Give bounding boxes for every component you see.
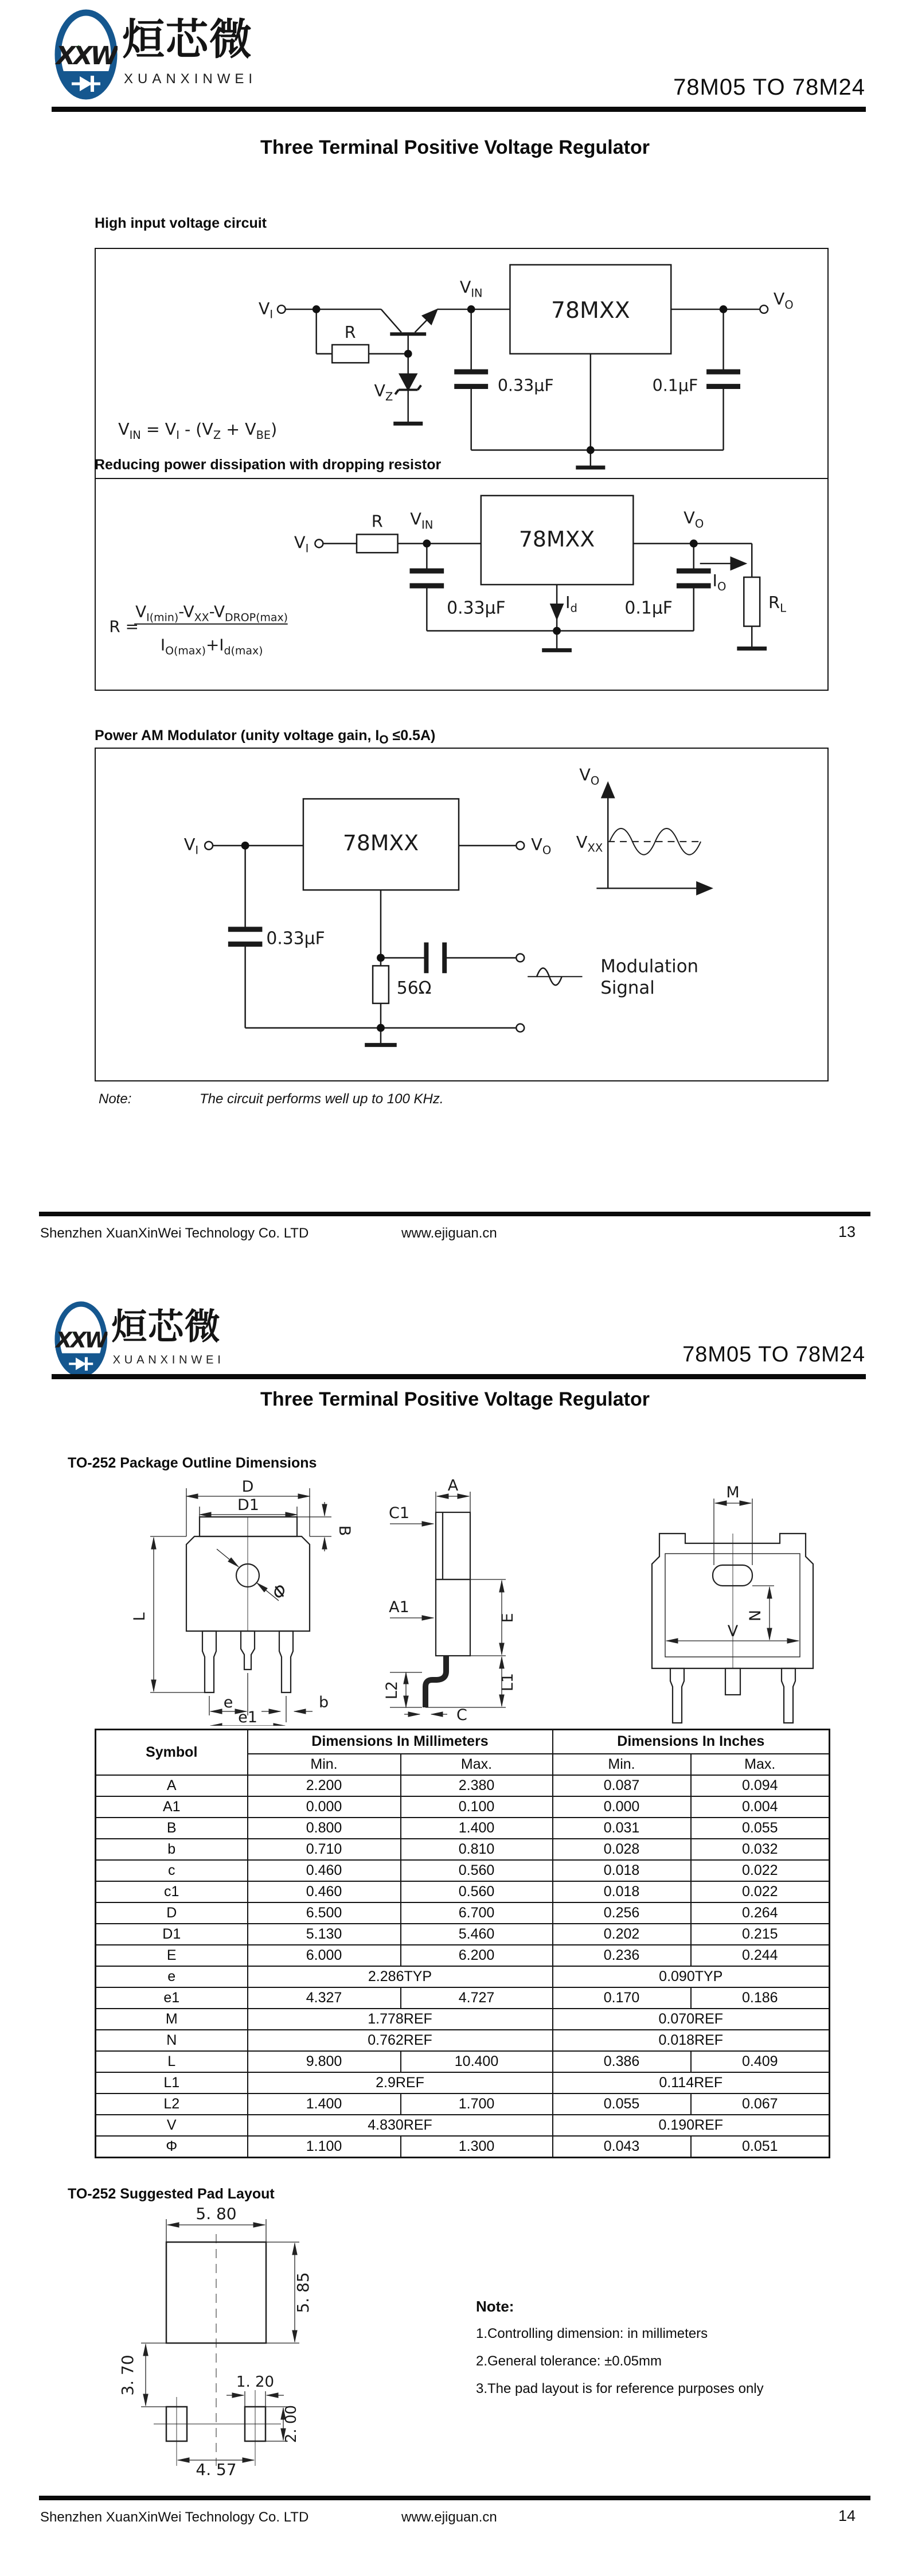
footer-company: Shenzhen XuanXinWei Technology Co. LTD (40, 1225, 309, 1241)
pad-notes (476, 2298, 764, 2408)
resistor-56ohm (373, 966, 389, 1003)
page-title: Three Terminal Positive Voltage Regulator (260, 1388, 650, 1410)
dimension-cell: 0.236 (553, 1945, 691, 1966)
body-profile (436, 1579, 470, 1656)
dimension-cell: 0.000 (248, 1796, 401, 1818)
dimension-cell: 0.244 (691, 1945, 830, 1966)
dimension-cell: 0.202 (553, 1924, 691, 1945)
dimension-cell: 0.114REF (553, 2072, 830, 2094)
dimension-cell: 2.286TYP (248, 1966, 553, 1987)
chip-label: 78MXX (342, 830, 419, 855)
dimension-row (96, 1796, 830, 1818)
dimensions-table (95, 1729, 830, 2158)
header-rule (52, 1374, 866, 1379)
dimension-cell: 0.560 (401, 1860, 553, 1881)
modulation-label-line2: Signal (600, 978, 655, 999)
note-label: Note: (99, 1091, 132, 1107)
logo-letters: XXW (56, 41, 116, 71)
dimension-cell: 0.710 (248, 1839, 401, 1860)
lead-right (782, 1668, 795, 1723)
dimension-row (96, 2072, 830, 2094)
cout-label: 0.1µF (624, 598, 673, 618)
vo-label: $V_O$ (773, 290, 794, 312)
company-logo-icon (54, 1301, 107, 1378)
dim-L2-label: L2 (383, 1680, 401, 1700)
dimension-cell: M (96, 2009, 248, 2030)
footer-website: www.ejiguan.cn (401, 1225, 497, 1241)
capacitor-input-icon (409, 571, 444, 586)
to252-outline-drawing (69, 1479, 872, 1726)
input-terminal (278, 305, 286, 313)
io-label: $I_O$ (712, 570, 727, 593)
col-header-inch: Dimensions In Inches (553, 1730, 830, 1754)
dimension-cell: 0.460 (248, 1881, 401, 1902)
note-text: The circuit performs well up to 100 KHz. (200, 1091, 444, 1107)
header-rule (52, 107, 866, 112)
dimension-row (96, 1924, 830, 1945)
dimension-cell: 4.727 (401, 1987, 553, 2009)
dimension-cell: 0.018 (553, 1881, 691, 1902)
logo-chinese-name: 烜芯微 (111, 1306, 221, 1347)
dimension-cell: A (96, 1775, 248, 1796)
dimension-cell: 0.094 (691, 1775, 830, 1796)
part-range: 78M05 TO 78M24 (673, 75, 865, 100)
dimension-row (96, 2030, 830, 2051)
dimension-cell: b (96, 1839, 248, 1860)
cin-label: 0.33µF (497, 376, 554, 395)
dimension-cell: 1.400 (401, 1818, 553, 1839)
dimension-cell: 0.018REF (553, 2030, 830, 2051)
logo-chinese-name: 烜芯微 (122, 15, 253, 63)
circuit3-frame (95, 748, 829, 1081)
vxx-label: $V_{XX}$ (576, 832, 603, 855)
col-header-symbol: Symbol (96, 1730, 248, 1775)
res-label: 56Ω (396, 978, 432, 999)
dimension-cell: 0.100 (401, 1796, 553, 1818)
dimension-cell: L1 (96, 2072, 248, 2094)
small-pad-height-label: 2. 00 (283, 2404, 300, 2443)
logo-latin-name: XUANXINWEI (112, 1353, 225, 1367)
section2-heading: Reducing power dissipation with dropping resistor (95, 457, 442, 473)
page-title: Three Terminal Positive Voltage Regulator (260, 137, 650, 158)
notes-label: Note: (476, 2298, 514, 2315)
dimension-lines (666, 1499, 799, 1641)
dimension-cell: 0.256 (553, 1902, 691, 1924)
dimension-row (96, 1902, 830, 1924)
lead-left (202, 1631, 216, 1692)
pad-layout-heading: TO-252 Suggested Pad Layout (68, 2186, 275, 2202)
vo-axis-label: $V_O$ (579, 765, 600, 788)
col-header-mm-min: Min. (248, 1754, 401, 1775)
dimension-row (96, 2051, 830, 2072)
pad-offset-label: 3. 70 (118, 2355, 137, 2396)
dimension-cell: A1 (96, 1796, 248, 1818)
dimension-cell: 0.170 (553, 1987, 691, 2009)
dimension-row (96, 2115, 830, 2136)
col-header-mm-max: Max. (401, 1754, 553, 1775)
dim-e1-label: e1 (238, 1709, 257, 1726)
lead-center (241, 1631, 255, 1670)
dimension-cell: 0.560 (401, 1881, 553, 1902)
company-logo (54, 1301, 257, 1378)
dimension-cell: 0.000 (553, 1796, 691, 1818)
dimension-row (96, 1966, 830, 1987)
vo-label: $V_O$ (531, 834, 552, 857)
dimension-cell: 0.409 (691, 2051, 830, 2072)
dimension-cell: 10.400 (401, 2051, 553, 2072)
capacitor-input-icon (454, 372, 488, 387)
outline-heading: TO-252 Package Outline Dimensions (68, 1455, 317, 1471)
input-terminal (205, 842, 213, 850)
dim-C-label: C (456, 1706, 467, 1724)
section3-heading: Power AM Modulator (unity voltage gain, $I_O \le 0.5A$) (95, 727, 436, 746)
dim-E-label: E (499, 1613, 517, 1623)
output-terminal (516, 842, 524, 850)
dimension-row (96, 2009, 830, 2030)
rl-label: $R_L$ (768, 592, 787, 615)
page-2 (0, 1285, 910, 2576)
dimension-cell: c1 (96, 1881, 248, 1902)
dimension-cell: 9.800 (248, 2051, 401, 2072)
circuit2-frame (95, 478, 829, 691)
dropping-resistor-circuit-diagram (96, 479, 827, 687)
lead-center (725, 1668, 740, 1695)
cout-label: 0.1µF (652, 376, 698, 395)
dimension-cell: c (96, 1860, 248, 1881)
dimension-cell: 2.200 (248, 1775, 401, 1796)
dim-D1-label: D1 (237, 1496, 259, 1514)
formula-denominator: $I_{O(max)}+I_{d(max)}$ (160, 635, 263, 657)
dimension-cell: B (96, 1818, 248, 1839)
input-terminal (315, 539, 323, 547)
dimension-cell: 1.700 (401, 2094, 553, 2115)
tab-profile (436, 1512, 470, 1579)
footer-rule (39, 1212, 870, 1216)
dimension-cell: 1.778REF (248, 2009, 553, 2030)
r-label: R (344, 323, 356, 343)
col-header-mm: Dimensions In Millimeters (248, 1730, 553, 1754)
dimension-cell: 0.055 (691, 1818, 830, 1839)
resistor-r (332, 345, 369, 363)
waveform-graph (596, 784, 710, 889)
dimension-row (96, 1775, 830, 1796)
page-number: 13 (838, 1223, 856, 1240)
dimension-cell: 0.032 (691, 1839, 830, 1860)
dimension-cell: 1.400 (248, 2094, 401, 2115)
dimension-cell: L2 (96, 2094, 248, 2115)
logo-latin-name: XUANXINWEI (124, 71, 257, 87)
cap-label: 0.33µF (266, 928, 325, 949)
dimension-cell: 2.9REF (248, 2072, 553, 2094)
dimension-cell: 1.300 (401, 2136, 553, 2158)
dimension-cell: 6.200 (401, 1945, 553, 1966)
dim-L1-label: L1 (499, 1672, 517, 1692)
company-logo-icon (54, 9, 118, 100)
dim-e-label: e (223, 1694, 233, 1711)
dimension-cell: 0.087 (553, 1775, 691, 1796)
dimension-cell: 0.800 (248, 1818, 401, 1839)
pad-width-label: 5. 80 (196, 2208, 237, 2223)
dimension-cell: 0.460 (248, 1860, 401, 1881)
part-range: 78M05 TO 78M24 (682, 1343, 865, 1367)
inner-outline (665, 1554, 800, 1657)
power-am-modulator-circuit-diagram (96, 749, 827, 1078)
r-label: R (371, 511, 383, 531)
dimension-row (96, 1860, 830, 1881)
small-pad-width-label: 1. 20 (236, 2373, 275, 2391)
dimension-cell: 2.380 (401, 1775, 553, 1796)
modulation-terminal (516, 954, 524, 962)
vo-label: $V_O$ (684, 508, 704, 531)
dim-C1-label: C1 (388, 1504, 410, 1522)
slot-outline (713, 1565, 752, 1586)
formula-prefix: R = (109, 617, 139, 636)
coupling-capacitor-icon (426, 943, 444, 974)
dimension-cell: 0.004 (691, 1796, 830, 1818)
dimension-cell: 4.830REF (248, 2115, 553, 2136)
dimension-cell: 0.055 (553, 2094, 691, 2115)
resistor-r (357, 534, 398, 552)
chip-label: 78MXX (551, 297, 630, 324)
col-header-in-max: Max. (691, 1754, 830, 1775)
dimension-cell: 0.051 (691, 2136, 830, 2158)
back-view (652, 1484, 813, 1723)
lead-right (279, 1631, 293, 1692)
circuit1-formula: $V_{IN} = V_I - (V_Z + V_{BE})$ (118, 420, 278, 442)
dimension-cell: L (96, 2051, 248, 2072)
pad-pitch-label: 4. 57 (196, 2460, 237, 2477)
dimension-cell: D1 (96, 1924, 248, 1945)
dimension-cell: 0.090TYP (553, 1966, 830, 1987)
formula-numerator: $V_{I(min)}-V_{XX}-V_{DROP(max)}$ (135, 602, 288, 624)
pad-layout-drawing (86, 2208, 442, 2477)
chip-label: 78MXX (518, 526, 595, 552)
dimension-cell: Φ (96, 2136, 248, 2158)
dim-N-label: N (747, 1609, 764, 1622)
dimension-cell: 0.186 (691, 1987, 830, 2009)
dimension-cell: 0.028 (553, 1839, 691, 1860)
dimension-cell: 0.762REF (248, 2030, 553, 2051)
dimension-cell: 0.190REF (553, 2115, 830, 2136)
dim-A1-label: A1 (389, 1598, 409, 1616)
ground-terminal (516, 1024, 524, 1032)
dim-phi-label: Φ (268, 1580, 292, 1604)
dimension-cell: 0.264 (691, 1902, 830, 1924)
vin-label: $V_{IN}$ (410, 509, 433, 532)
dim-V-label: V (727, 1622, 739, 1640)
dimension-cell: 0.215 (691, 1924, 830, 1945)
vi-label: $V_I$ (258, 299, 274, 321)
dimension-cell: 5.460 (401, 1924, 553, 1945)
dimension-cell: 1.100 (248, 2136, 401, 2158)
note-item: 2.General tolerance: ±0.05mm (476, 2353, 662, 2369)
dimension-row (96, 1881, 830, 1902)
cin-label: 0.33µF (447, 598, 506, 618)
modulation-label-line1: Modulation (600, 956, 699, 977)
capacitor-icon (228, 929, 263, 944)
dimension-row (96, 1945, 830, 1966)
col-header-in-min: Min. (553, 1754, 691, 1775)
capacitor-output-icon (706, 372, 740, 387)
dimension-cell: 0.810 (401, 1839, 553, 1860)
footer-company: Shenzhen XuanXinWei Technology Co. LTD (40, 2509, 309, 2525)
dimension-cell: 6.000 (248, 1945, 401, 1966)
dimension-cell: D (96, 1902, 248, 1924)
dim-b-label: b (319, 1694, 329, 1711)
id-label: $I_d$ (565, 592, 577, 615)
dimension-row (96, 1818, 830, 1839)
dimension-cell: e (96, 1966, 248, 1987)
dimension-row (96, 1839, 830, 1860)
front-view (131, 1479, 353, 1726)
dimension-cell: 0.043 (553, 2136, 691, 2158)
tab-outline (200, 1517, 297, 1536)
page-1 (0, 0, 910, 1285)
dim-D-label: D (241, 1479, 254, 1496)
capacitor-output-icon (677, 571, 711, 586)
vin-label: $V_{IN}$ (459, 278, 483, 300)
dimension-cell: e1 (96, 1987, 248, 2009)
output-terminal (760, 305, 768, 313)
note-item: 1.Controlling dimension: in millimeters (476, 2326, 708, 2341)
dimension-cell: N (96, 2030, 248, 2051)
load-resistor (744, 577, 760, 627)
body-outline (186, 1536, 310, 1631)
lead-left (670, 1668, 684, 1723)
dimension-cell: 0.386 (553, 2051, 691, 2072)
dim-A-label: A (447, 1479, 459, 1495)
page-number: 14 (838, 2507, 856, 2524)
lead-profile (425, 1656, 446, 1707)
dimension-cell: 0.022 (691, 1881, 830, 1902)
dimension-cell: 6.700 (401, 1902, 553, 1924)
footer-rule (39, 2496, 870, 2500)
note-item: 3.The pad layout is for reference purposes only (476, 2381, 764, 2396)
zener-diode-icon (395, 354, 421, 424)
modulation-signal-icon (528, 968, 582, 985)
dimension-cell: 5.130 (248, 1924, 401, 1945)
dimension-cell: E (96, 1945, 248, 1966)
dimension-row (96, 2094, 830, 2115)
dimension-row (96, 1987, 830, 2009)
dimension-cell: 0.031 (553, 1818, 691, 1839)
footer-website: www.ejiguan.cn (401, 2509, 497, 2525)
vi-label: $V_I$ (294, 532, 309, 555)
dimension-lines (150, 1488, 331, 1726)
logo-letters: XXW (56, 1328, 107, 1353)
vi-label: $V_I$ (183, 834, 199, 857)
dimension-cell: V (96, 2115, 248, 2136)
side-view (383, 1479, 517, 1724)
dimension-cell: 0.067 (691, 2094, 830, 2115)
dimension-row (96, 2136, 830, 2158)
dimension-cell: 6.500 (248, 1902, 401, 1924)
dim-M-label: M (726, 1484, 740, 1501)
company-logo (54, 9, 295, 101)
dim-B-label: B (335, 1525, 353, 1536)
pad-height-label: 5. 85 (294, 2272, 313, 2313)
dimension-cell: 0.070REF (553, 2009, 830, 2030)
dimension-cell: 0.018 (553, 1860, 691, 1881)
dim-L-label: L (131, 1612, 149, 1621)
dimension-cell: 4.327 (248, 1987, 401, 2009)
section1-heading: High input voltage circuit (95, 215, 267, 231)
transistor-icon (381, 309, 436, 354)
vz-label: $V_Z$ (374, 382, 393, 404)
dimension-cell: 0.022 (691, 1860, 830, 1881)
